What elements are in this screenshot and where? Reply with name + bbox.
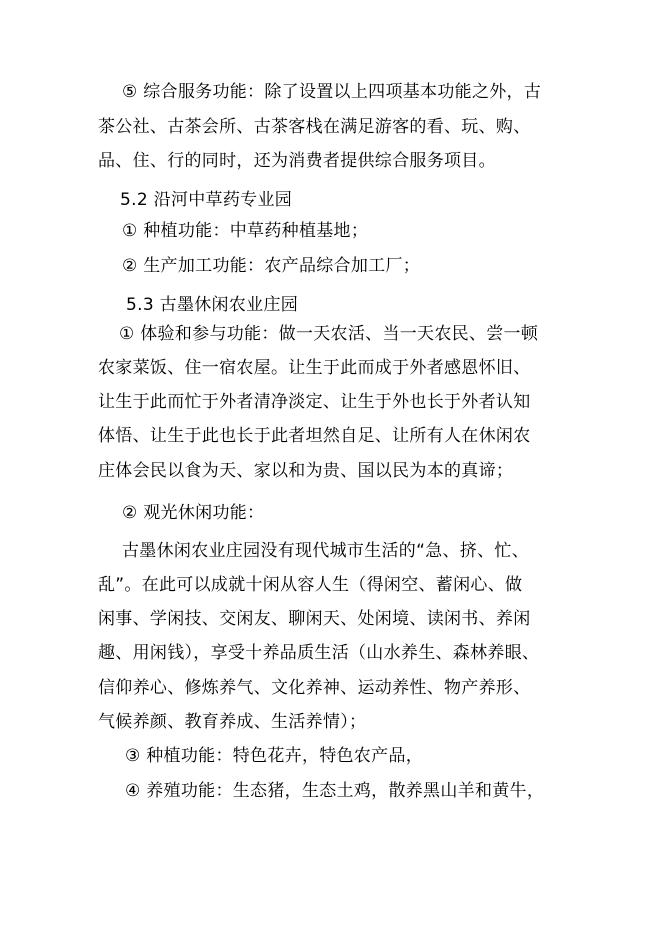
list-item: ① 体验和参与功能：做一天农活、当一天农民、尝一顿: [119, 324, 539, 344]
paragraph-line: 体悟、让生于此也长于此者坦然自足、让所有人在休闲农: [98, 426, 531, 446]
paragraph-line: 趣、用闲钱），享受十养品质生活（山水养生、森林养眼、: [98, 643, 540, 663]
section-heading: 5.3 古墨休闲农业庄园: [126, 295, 299, 315]
list-item: ② 观光休闲功能：: [122, 503, 265, 523]
paragraph-line: 茶公社、古茶会所、古茶客栈在满足游客的看、玩、购、: [98, 117, 531, 137]
paragraph-line: 信仰养心、修炼养气、文化养神、运动养性、物产养形、: [98, 678, 531, 698]
paragraph-line: 古墨休闲农业庄园没有现代城市生活的“急、挤、忙、: [122, 541, 530, 561]
paragraph-line: 闲事、学闲技、交闲友、聊闲天、处闲境、读闲书、养闲: [98, 609, 531, 629]
paragraph-line: 气候养颜、教育养成、生活养情）；: [98, 712, 367, 732]
paragraph-line: 庄体会民以食为天、家以和为贵、国以民为本的真谛；: [98, 461, 514, 481]
paragraph-line: ⑤ 综合服务功能：除了设置以上四项基本功能之外，古: [122, 82, 542, 102]
list-item: ③ 种植功能：特色花卉，特色农产品，: [125, 746, 424, 766]
paragraph-line: 乱”。在此可以成就十闲从容人生（得闲空、蓄闲心、做: [98, 575, 523, 595]
paragraph-line: 品、住、行的同时，还为消费者提供综合服务项目。: [98, 151, 496, 171]
list-item: ④ 养殖功能：生态猪，生态土鸡，散养黑山羊和黄牛，: [125, 781, 545, 801]
list-item: ② 生产加工功能：农产品综合加工厂；: [122, 256, 421, 276]
paragraph-line: 农家菜饭、住一宿农屋。让生于此而成于外者感恩怀旧、: [98, 358, 531, 378]
section-heading: 5.2 沿河中草药专业园: [120, 190, 293, 210]
paragraph-line: 让生于此而忙于外者清净淡定、让生于外也长于外者认知: [98, 392, 531, 412]
list-item: ① 种植功能：中草药种植基地；: [122, 221, 369, 241]
